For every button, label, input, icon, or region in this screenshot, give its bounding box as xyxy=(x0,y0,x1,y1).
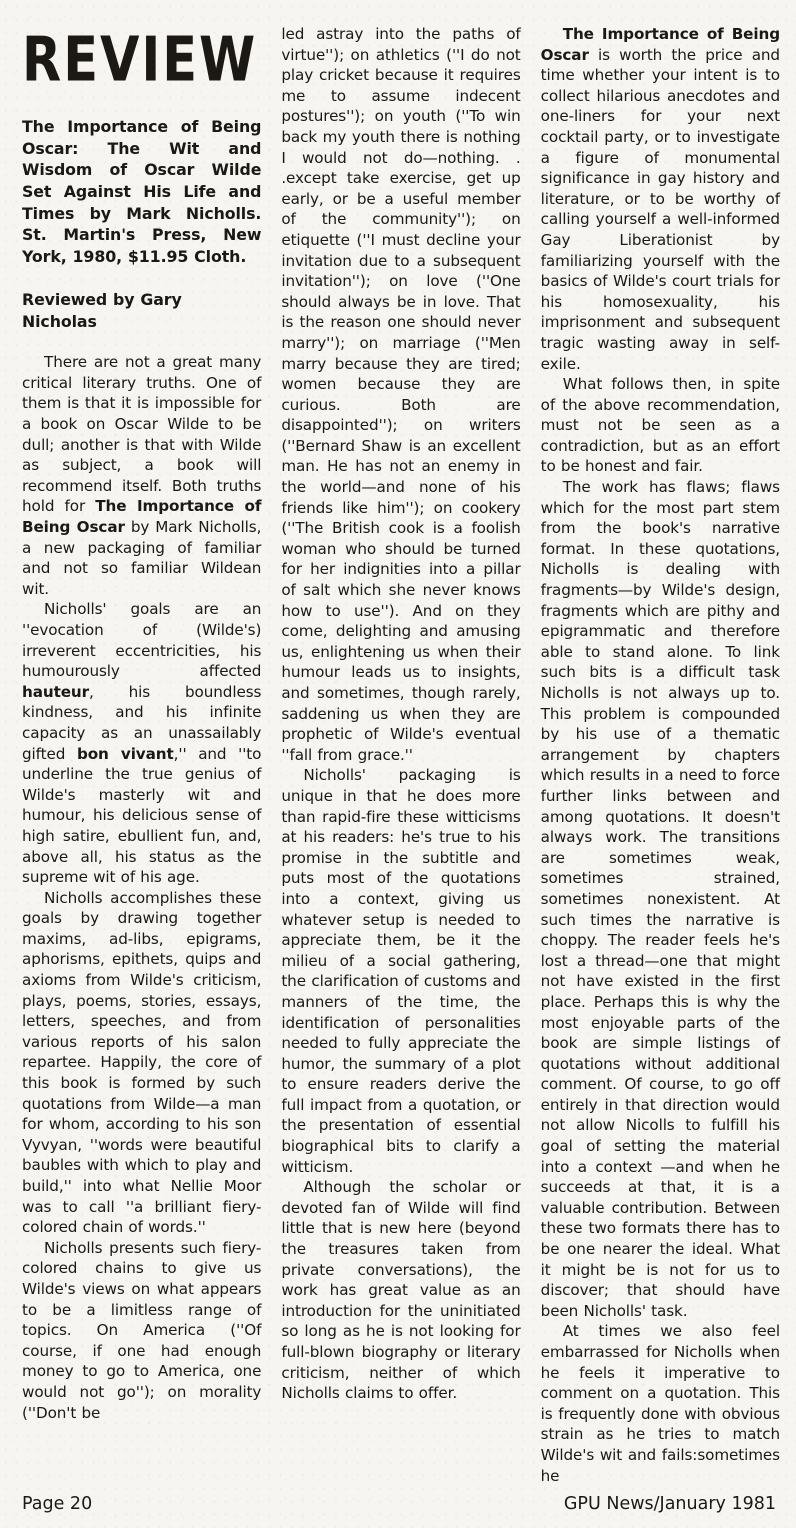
page-footer xyxy=(22,1486,780,1528)
text-run: led astray into the paths of virtue''); on athletics (''I do not play cricket because it requires me to assume indecent postures''); on youth (''To win back my youth there is nothing I would not do—nothing. . .except take exercise, get up early, or be a useful member of the community''); on etiquette (''I must decline your invitation due to a subsequent invitation''); on love (''One should always be in love. That is the reason one should never marry''); on marriage (''Men marry because they are tired; women because they are curious. Both are disappointed''); on writers (''Bernard Shaw is an excellent man. He has not an enemy in the world—and none of his friends like him''); on cookery (''The British cook is a foolish woman who should be turned for her indignities into a pillar of salt which she never knows how to use''). And on they come, delighting and amusing us, enlightening us when their humour leads us to insights, and sometimes, though rarely, saddening us when they are prophetic of Wilde's eventual ''fall from grace.'' xyxy=(281,25,521,764)
paragraph xyxy=(541,374,780,477)
article-columns xyxy=(22,24,780,1486)
review-section-logo: REVIEW xyxy=(22,25,258,97)
column-1-text xyxy=(22,352,261,1423)
text-run: Nicholls' goals are an ''evocation of (Wilde's) irreverent eccentricities, his humourously affected xyxy=(22,600,262,681)
reviewer-byline: Reviewed by Gary Nicholas xyxy=(22,290,182,331)
paragraph xyxy=(22,888,261,1238)
text-run: Nicholls presents such fiery-colored chains to give us Wilde's views on what appears to be a limitless range of topics. On America (''Of course, if one had enough money to go to America, one would not go''); on morality (''Don't be xyxy=(22,1238,262,1422)
bold-run: The Importance of Being Oscar xyxy=(22,497,262,537)
text-run: There are not a great many critical literary truths. One of them is that it is impossible for a book on Oscar Wilde to be dull; another is that with Wilde as subject, a book will recommend itself. Both truths hold for xyxy=(22,353,262,516)
paragraph xyxy=(281,24,520,765)
text-run: The work has flaws; flaws which for the most part stem from the book's narrative format. In these quotations, Nicholls is dealing with fragments—by Wilde's design, fragments which are pithy and epigrammatic and therefore able to stand alone. To link such bits is a difficult task Nicholls is not always up to. This problem is compounded by his use of a thematic arrangement by chapters which results in a need to force further links between and among quotations. It doesn't always work. The transitions are sometimes weak, sometimes strained, sometimes nonexistent. At such times the narrative is choppy. The reader feels he's lost a thread—one that might not have existed in the first place. Perhaps this is why the most enjoyable parts of the book are simple listings of quotations without additional comment. Of course, to go off entirely in that direction would not allow Nicolls to fulfill his goal of setting the material into a context —and when he succeeds at that, it is a valuable contribution. Between these two formats there has to be one nearer the ideal. What it might be is not for us to discover; that should have been Nicholls' task. xyxy=(540,478,780,1320)
text-run: Nicholls accomplishes these goals by drawing together maxims, ad-libs, epigrams, aphorisms, epithets, quips and axioms from Wilde's criticism, plays, poems, stories, essays, letters, speeches, and from various reports of his salon repartee. Happily, the core of this book is formed by such quotations from Wilde—a man for whom, according to his son Vyvyan, ''words were beautiful baubles with which to play and build,'' into what Nellie Moor was to call ''a brilliant fiery-colored chain of words.'' xyxy=(22,888,262,1237)
text-run: , his boundless kindness, and his infinite capacity as an unassailably gifted xyxy=(22,682,262,763)
column-3 xyxy=(541,24,780,1486)
text-run: What follows then, in spite of the above recommendation, must not be seen as a contradiction, but as an effort to be honest and fair. xyxy=(540,375,780,476)
paragraph xyxy=(22,352,261,599)
paragraph xyxy=(541,1321,780,1486)
text-run: ,'' and ''to underline the true genius of Wilde's masterly wit and humour, his delicious sense of high satire, ebullient fun, and, above all, his status as the supreme wit of his age. xyxy=(22,744,262,887)
column-2 xyxy=(281,24,520,1486)
book-citation: The Importance of Being Oscar: The Wit and Wisdom of Oscar Wilde Set Against His Life and Times by Mark Nicholls. St. Martin's Press, New York, 1980, $11.95 Cloth. xyxy=(22,117,262,266)
column-1 xyxy=(22,24,261,1486)
issue-label: GPU News/January 1981 xyxy=(563,1494,776,1515)
text-run: is worth the price and time whether your intent is to collect hilarious anecdotes and one-liners for your next cocktail party, or to investigate a figure of monumental significance in gay history and literature, or to be worthy of calling yourself a well-informed Gay Liberationist by familiarizing yourself with the basics of Wilde's court trials for his homosexuality, his imprisonment and subsequent tragic wasting away in self-exile. xyxy=(540,45,780,373)
column-3-text xyxy=(541,24,780,1486)
page-number: Page 20 xyxy=(22,1494,93,1515)
paragraph xyxy=(541,24,780,374)
text-run: by Mark Nicholls, a new packaging of familiar and not so familiar Wildean wit. xyxy=(22,518,262,598)
column-2-text xyxy=(281,24,520,1404)
paragraph xyxy=(541,477,780,1321)
text-run: Nicholls' packaging is unique in that he does more than rapid-fire these witticisms at his readers: he's true to his promise in the subtitle and puts most of the quotations into a context, giving us whatever setup is needed to appreciate them, be it the milieu of a social gathering, the clarification of customs and manners of the time, the identification of personalities needed to fully appreciate the humor, the summary of a plot to ensure readers derive the full impact from a quotation, or the presentation of essential biographical bits to clarify a witticism. xyxy=(281,766,521,1176)
bold-run: hauteur xyxy=(22,682,90,701)
paragraph xyxy=(281,765,520,1177)
paragraph xyxy=(22,599,261,887)
bold-run: bon vivant xyxy=(76,744,174,763)
bold-run: The Importance of Being Oscar xyxy=(540,25,780,64)
text-run: Although the scholar or devoted fan of Wilde will find little that is new here (beyond the treasures taken from private conversations), the work has great value as an introduction for the uninitiated so long as he is not looking for full-blown biography or literary criticism, neither of which Nicholls claims to offer. xyxy=(281,1178,521,1403)
paragraph xyxy=(22,1238,261,1423)
text-run: At times we also feel embarrassed for Nicholls when he feels it imperative to comment on a quotation. This is frequently done with obvious strain as he tries to match Wilde's wit and fails:sometimes he xyxy=(540,1322,780,1485)
paragraph xyxy=(281,1177,520,1404)
